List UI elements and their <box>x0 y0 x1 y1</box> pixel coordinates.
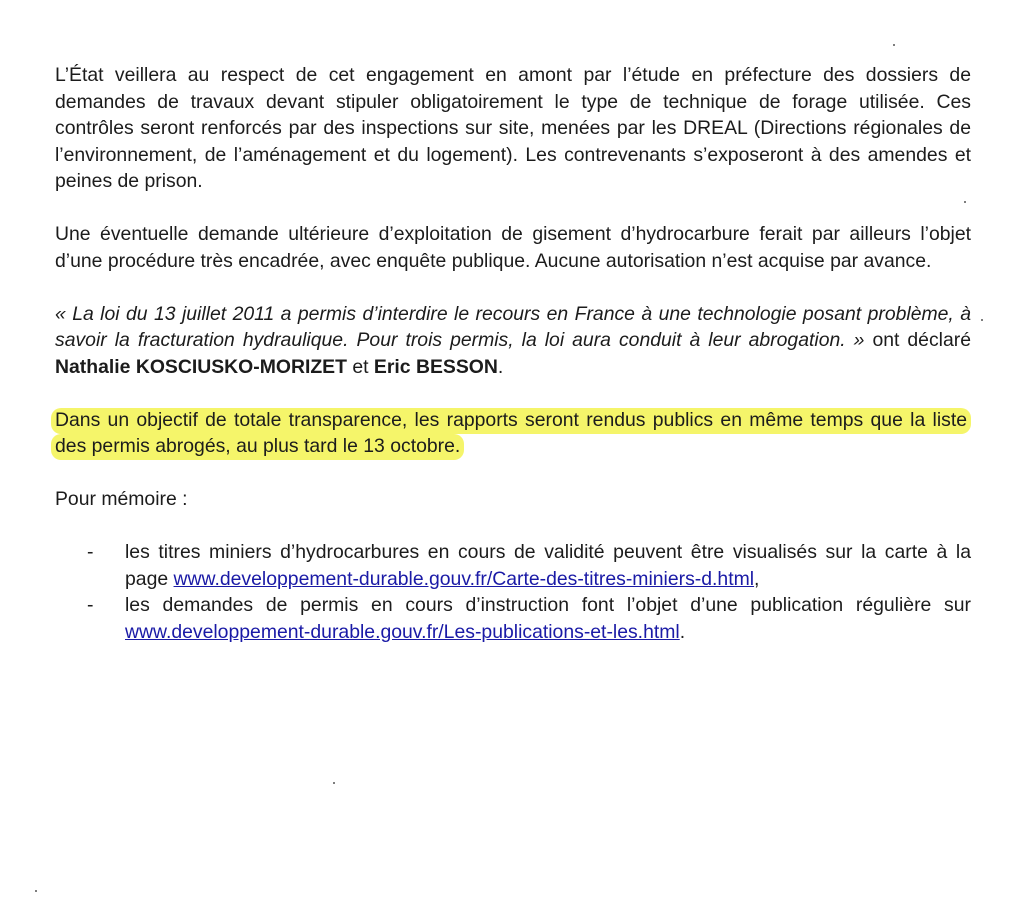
scan-speck <box>893 44 895 46</box>
quote-connector: ont déclaré <box>864 329 971 351</box>
publications-link[interactable]: www.developpement-durable.gouv.fr/Les-publications-et-les.html <box>125 620 680 643</box>
quote-text: « La loi du 13 juillet 2011 a permis d’interdire le recours en France à une technologie posant problème, à savoir la fracturation hydraulique. Pour trois permis, la loi aura conduit à leur abrogation. » <box>55 302 971 351</box>
paragraph-state-control: L’État veillera au respect de cet engagement en amont par l’étude en préfecture des dossiers de demandes de travaux devant stipuler obligatoirement le type de technique de forage utilisée. Ces contrôles seront renforcés par des inspections sur site, menées par les DREAL (Directions régionales de l’environnement, de l’aménagement et du logement). Les contrevenants s’exposeront à des amendes et peines de prison. <box>55 64 971 192</box>
list-item-end: . <box>679 620 686 643</box>
list-item <box>55 539 971 592</box>
list-dash: - <box>87 541 94 563</box>
scan-speck <box>333 782 335 784</box>
paragraph-quote <box>55 301 971 381</box>
list-item <box>55 592 971 645</box>
speaker-name-1: Nathalie KOSCIUSKO-MORIZET <box>55 355 347 378</box>
reminder-list <box>55 539 971 645</box>
quote-end: . <box>497 355 504 378</box>
list-item-end: , <box>754 567 760 590</box>
paragraph-transparency <box>55 407 971 460</box>
list-item-text: les demandes de permis en cours d’instruction font l’objet d’une publication régulière sur <box>125 594 971 616</box>
scan-speck <box>964 201 966 203</box>
highlighted-text: Dans un objectif de totale transparence, les rapports seront rendus publics en même temps que la liste des permis abrogés, au plus tard le 13 octobre. <box>51 408 971 461</box>
document-page <box>55 62 971 645</box>
mining-titles-map-link[interactable]: www.developpement-durable.gouv.fr/Carte-des-titres-miniers-d.html <box>173 567 755 590</box>
scan-speck <box>981 319 983 321</box>
speaker-name-2: Eric BESSON <box>373 355 498 378</box>
memo-title: Pour mémoire : <box>55 488 188 510</box>
paragraph-exploitation-request: Une éventuelle demande ultérieure d’exploitation de gisement d’hydrocarbure ferait par ailleurs l’objet d’une procédure très encadrée, avec enquête publique. Aucune autorisation n’est acquise par avance. <box>55 223 971 272</box>
list-item-text: les titres miniers d’hydrocarbures en cours de validité peuvent être visualisés sur la carte à la page <box>125 541 971 590</box>
quote-and: et <box>346 355 374 378</box>
list-dash: - <box>87 594 94 616</box>
scan-speck <box>35 890 37 892</box>
